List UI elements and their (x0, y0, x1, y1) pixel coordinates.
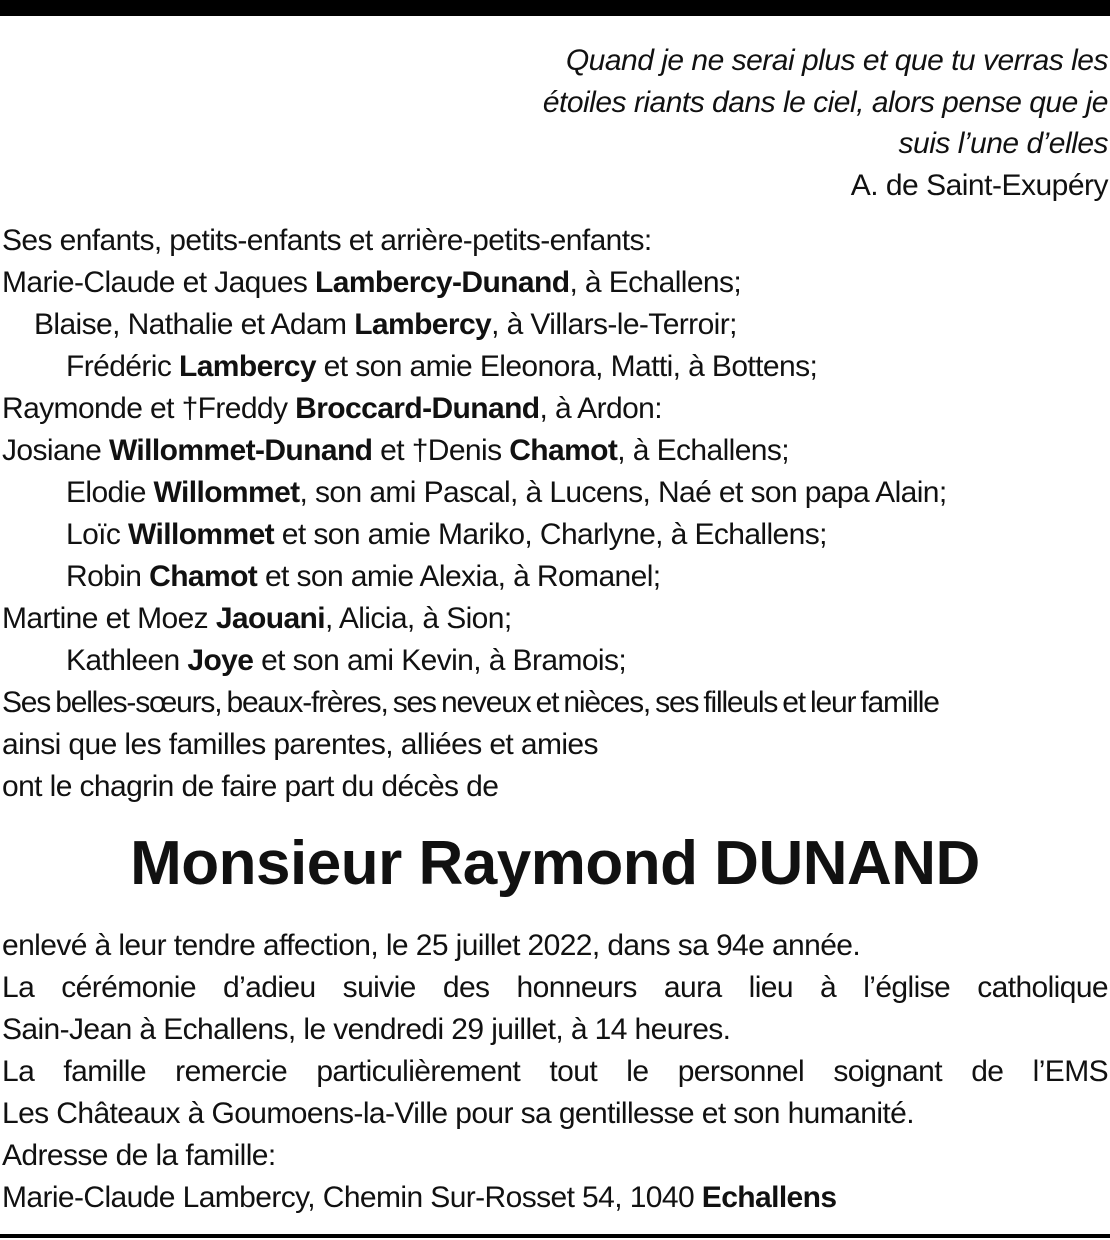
text: Martine et Moez (2, 602, 216, 635)
family-line (2, 598, 1108, 640)
family-line: ainsi que les familles parentes, alliées et amies (2, 728, 598, 761)
family-line (2, 346, 1108, 388)
surname: Chamot (509, 434, 618, 467)
surname: Lambercy (178, 350, 316, 383)
quote-author: A. de Saint-Exupéry (850, 168, 1108, 202)
detail-line: Adresse de la famille: (2, 1139, 276, 1172)
text: et son amie Mariko, Charlyne, à Echallens; (274, 518, 827, 551)
text: Marie-Claude et Jaques (2, 266, 316, 299)
epigraph-quote (408, 40, 1108, 206)
text: Blaise, Nathalie et Adam (34, 308, 355, 341)
family-line (2, 430, 1108, 472)
text: Josiane (2, 434, 109, 467)
family-line (2, 388, 1108, 430)
text: et †Denis (372, 434, 510, 467)
top-rule (0, 0, 1110, 16)
surname: Chamot (149, 560, 258, 593)
ceremony-details (2, 925, 1108, 1219)
text: , à Echallens; (569, 266, 742, 299)
family-line (2, 556, 1108, 598)
text: , à Villars-le-Terroir; (491, 308, 737, 341)
text: et son amie Eleonora, Matti, à Bottens; (315, 350, 818, 383)
detail-line: La cérémonie d’adieu suivie des honneurs aura lieu à l’église catholique (2, 971, 1108, 1004)
surname: Jaouani (215, 602, 325, 635)
text: Loïc (66, 518, 129, 551)
surname: Broccard-Dunand (295, 392, 540, 425)
family-intro: Ses enfants, petits-enfants et arrière-petits-enfants: (2, 224, 652, 257)
family-line (2, 304, 1108, 346)
family-list (2, 220, 1108, 808)
family-address (2, 1177, 1108, 1219)
family-line: Ses belles-sœurs, beaux-frères, ses neveux et nièces, ses filleuls et leur famille (2, 686, 939, 719)
text: Raymonde et †Freddy (2, 392, 296, 425)
text: Robin (66, 560, 150, 593)
text: , Alicia, à Sion; (325, 602, 512, 635)
family-line (2, 514, 1108, 556)
surname: Willommet (153, 476, 300, 509)
surname: Willommet-Dunand (108, 434, 373, 467)
text: , son ami Pascal, à Lucens, Naé et son papa Alain; (299, 476, 947, 509)
surname: Willommet (128, 518, 275, 551)
surname: Lambercy (354, 308, 492, 341)
text: Elodie (66, 476, 154, 509)
text: Kathleen (66, 644, 188, 677)
text: Marie-Claude Lambercy, Chemin Sur-Rosset 54, 1040 (2, 1181, 702, 1214)
town: Echallens (701, 1181, 837, 1214)
deceased-name: Monsieur Raymond DUNAND (130, 829, 980, 898)
quote-line: suis l’une d’elles (898, 127, 1108, 160)
text: , à Echallens; (617, 434, 789, 467)
detail-line: Sain-Jean à Echallens, le vendredi 29 juillet, à 14 heures. (2, 1013, 731, 1046)
family-line (2, 262, 1108, 304)
text: , à Ardon: (539, 392, 662, 425)
quote-line: étoiles riants dans le ciel, alors pense que je (542, 85, 1108, 119)
detail-line: La famille remercie particulièrement tout le personnel soignant de l’EMS (2, 1055, 1108, 1088)
detail-line: enlevé à leur tendre affection, le 25 juillet 2022, dans sa 94e année. (2, 929, 861, 962)
family-line: ont le chagrin de faire part du décès de (2, 770, 499, 803)
surname: Lambercy-Dunand (315, 266, 570, 299)
text: Frédéric (66, 350, 179, 383)
text: et son ami Kevin, à Bramois; (253, 644, 627, 677)
quote-line: Quand je ne serai plus et que tu verras les (565, 44, 1108, 77)
family-line (2, 472, 1108, 514)
text: et son amie Alexia, à Romanel; (257, 560, 661, 593)
family-line (2, 640, 1108, 682)
bottom-rule (0, 1234, 1110, 1238)
surname: Joye (187, 644, 254, 677)
detail-line: Les Châteaux à Goumoens-la-Ville pour sa gentillesse et son humanité. (2, 1097, 914, 1130)
